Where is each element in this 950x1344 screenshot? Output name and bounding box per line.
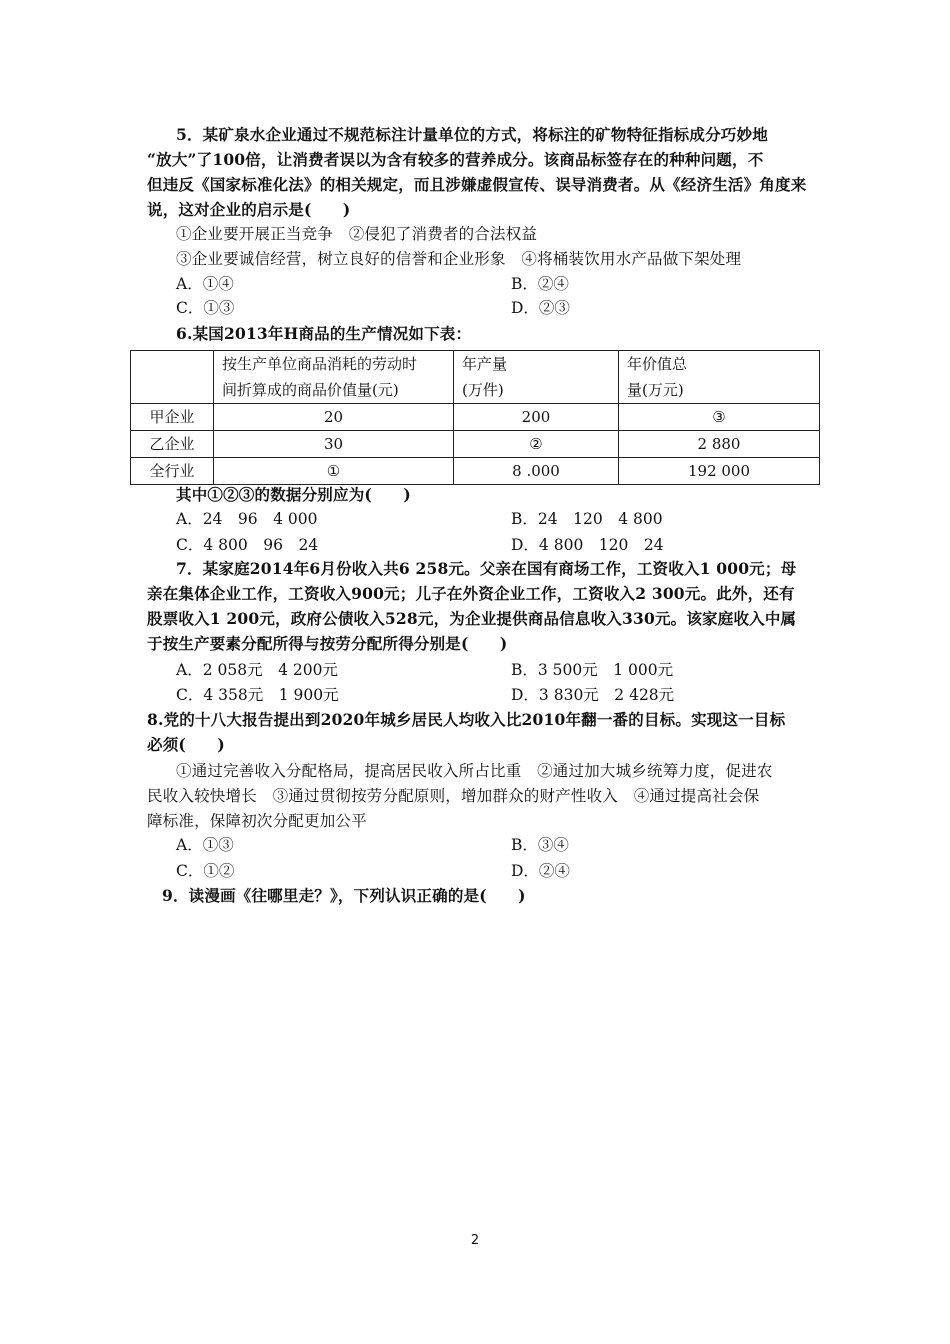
table-cell: 30 bbox=[214, 431, 454, 458]
q5-item-2: ③企业要诚信经营，树立良好的信誉和企业形象 ④将桶装饮用水产品做下架处理 bbox=[176, 250, 742, 268]
table-cell: 全行业 bbox=[131, 458, 214, 485]
q7-line-1: 7．某家庭2014年6月份收入共6 258元。父亲在国有商场工作，工资收入1 000元；母 bbox=[176, 559, 797, 578]
table-header-unit-value: 按生产单位商品消耗的劳动时 间折算成的商品价值量(元) bbox=[214, 351, 454, 404]
production-table bbox=[130, 350, 820, 485]
q5-option-a: A．①④ bbox=[176, 275, 234, 293]
table-cell: ② bbox=[454, 431, 619, 458]
q5-option-b: B．②④ bbox=[511, 275, 569, 293]
q7-option-c: C．4 358元 1 900元 bbox=[176, 686, 339, 704]
q7-line-4: 于按生产要素分配所得与按劳分配所得分别是( ) bbox=[147, 634, 508, 653]
q8-item-1: ①通过完善收入分配格局，提高居民收入所占比重 ②通过加大城乡统筹力度，促进农 bbox=[176, 762, 773, 780]
table-row bbox=[131, 404, 820, 431]
table-header-empty bbox=[131, 351, 214, 404]
q9-stem: 9．读漫画《往哪里走？》，下列认识正确的是( ) bbox=[162, 886, 526, 905]
q6-option-c: C．4 800 96 24 bbox=[176, 536, 319, 554]
q8-line-1: 8.党的十八大报告提出到2020年城乡居民人均收入比2010年翻一番的目标。实现这一目标 bbox=[147, 710, 786, 729]
page-number: 2 bbox=[470, 1233, 480, 1248]
q6-stem: 6.某国2013年H商品的生产情况如下表： bbox=[176, 324, 472, 343]
q6-question: 其中①②③的数据分别应为( ) bbox=[176, 485, 411, 504]
q5-item-1: ①企业要开展正当竞争 ②侵犯了消费者的合法权益 bbox=[176, 225, 538, 243]
q5-option-c: C．①③ bbox=[176, 299, 235, 317]
q6-option-b: B．24 120 4 800 bbox=[511, 510, 663, 528]
q6-option-a: A．24 96 4 000 bbox=[176, 510, 318, 528]
q7-option-a: A．2 058元 4 200元 bbox=[176, 661, 338, 679]
q7-option-b: B．3 500元 1 000元 bbox=[511, 661, 674, 679]
q5-line-1: 5．某矿泉水企业通过不规范标注计量单位的方式，将标注的矿物特征指标成分巧妙地 bbox=[176, 125, 768, 144]
q8-line-2: 必须( ) bbox=[147, 735, 225, 754]
table-header-row bbox=[131, 351, 820, 404]
table-cell: 乙企业 bbox=[131, 431, 214, 458]
q5-line-4: 说，这对企业的启示是( ) bbox=[147, 200, 351, 219]
table-header-annual-output: 年产量 (万件) bbox=[454, 351, 619, 404]
table-cell: 甲企业 bbox=[131, 404, 214, 431]
table-cell: ③ bbox=[619, 404, 820, 431]
q7-line-3: 股票收入1 200元，政府公债收入528元，为企业提供商品信息收入330元。该家庭收入中属 bbox=[147, 609, 797, 628]
q8-option-b: B．③④ bbox=[511, 836, 569, 854]
table-cell: ① bbox=[214, 458, 454, 485]
table-cell: 2 880 bbox=[619, 431, 820, 458]
q7-option-d: D．3 830元 2 428元 bbox=[511, 686, 675, 704]
table-cell: 20 bbox=[214, 404, 454, 431]
table-row bbox=[131, 458, 820, 485]
q8-option-d: D．②④ bbox=[511, 862, 570, 880]
q8-item-2: 民收入较快增长 ③通过贯彻按劳分配原则，增加群众的财产性收入 ④通过提高社会保 bbox=[147, 787, 760, 805]
q8-option-a: A．①③ bbox=[176, 836, 234, 854]
table-row bbox=[131, 431, 820, 458]
table-cell: 200 bbox=[454, 404, 619, 431]
q5-line-3: 但违反《国家标准化法》的相关规定，而且涉嫌虚假宣传、误导消费者。从《经济生活》角度来 bbox=[147, 175, 807, 194]
table-cell: 8 .000 bbox=[454, 458, 619, 485]
q6-option-d: D．4 800 120 24 bbox=[511, 536, 664, 554]
table-cell: 192 000 bbox=[619, 458, 820, 485]
q7-line-2: 亲在集体企业工作，工资收入900元；儿子在外资企业工作，工资收入2 300元。此外，还有 bbox=[147, 584, 795, 603]
q8-item-3: 障标准，保障初次分配更加公平 bbox=[147, 812, 367, 830]
table-header-total-value: 年价值总 量(万元) bbox=[619, 351, 820, 404]
q5-line-2: “放大”了100倍，让消费者误以为含有较多的营养成分。该商品标签存在的种种问题，不 bbox=[147, 150, 764, 169]
q5-option-d: D．②③ bbox=[511, 299, 570, 317]
q8-option-c: C．①② bbox=[176, 862, 235, 880]
